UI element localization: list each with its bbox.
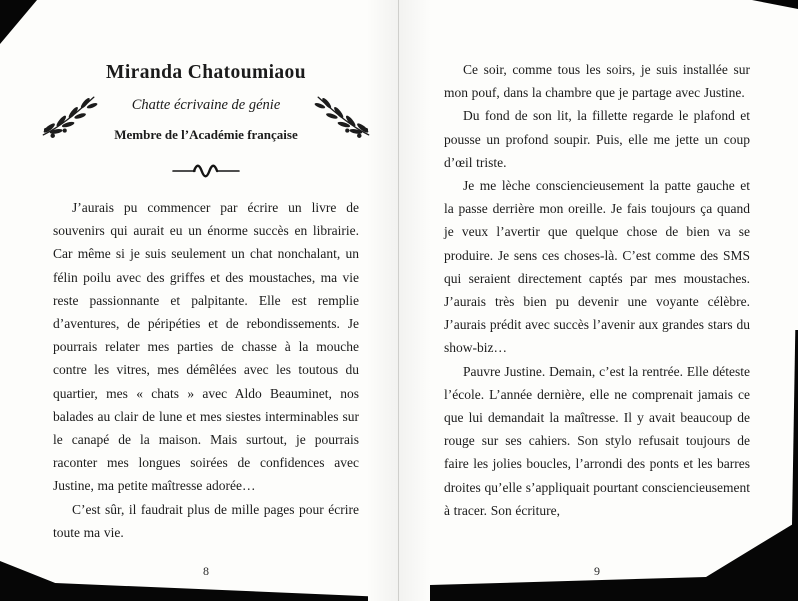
paragraph: Ce soir, comme tous les soirs, je suis installée sur mon pouf, dans la chambre que je partage avec Justine. [444, 62, 750, 101]
chapter-title: Miranda Chatoumiaou [106, 62, 306, 83]
paragraph: Du fond de son lit, la fillette regarde le plafond et pousse un profond soupir. Puis, elle me jette un coup d’œil triste. [444, 108, 750, 170]
page-gutter-divider [398, 0, 399, 601]
paragraph: Pauvre Justine. Demain, c’est la rentrée. Elle déteste l’école. L’année dernière, elle ne comprenait jamais ce que lui demandait la maîtresse. Il y avait beaucoup de rouge sur ses cahiers. Son stylo refusait toujours de faire les jolies boucles, l’arrondi des ponts et les barres droites qu’elle s’appliquait pourtant consciencieusement à tracer. Son écriture, [444, 363, 750, 518]
paragraph: J’aurais pu commencer par écrire un livre de souvenirs qui aurait eu un énorme succès en librairie. Car même si je suis seulement un chat nonchalant, un félin poilu avec des griffes et des moustaches, ma vie reste passionnante et palpitante. Elle est remplie d’aventures, de péripéties et de rebondissements. Je pourrais relater mes parties de chasse à la mouche contre les vitres, mes démêlées avec les toutous du quartier, mes « chats » avec Aldo Beauminet, nos balades au clair de lune et mes siestes interminables sur le canapé de la maison. Mais surtout, je pourrais raconter mes longues soirées de confidences avec Justine, ma petite maîtresse adorée… [53, 200, 359, 494]
page-left [53, 0, 359, 601]
scan-edge-artifact-right [792, 330, 798, 525]
paragraph: Je me lèche consciencieusement la patte gauche et la passe derrière mon oreille. Je fais toujours ça quand je veux l’avertir que quelque chose de bien va se produire. Je sens ces choses-là. C’est comme des SMS qui seraient directement captés par mes moustaches. J’aurais très bien pu devenir une voyante célèbre. J’aurais prédit avec succès l’avenir aux grandes stars du show-biz… [444, 178, 750, 356]
scan-corner-artifact-top-right [752, 0, 798, 9]
chapter-header [53, 62, 359, 179]
page-right [444, 0, 750, 601]
chapter-membership: Membre de l’Académie française [114, 127, 298, 142]
chapter-subtitle: Chatte écrivaine de génie [131, 97, 281, 113]
scan-corner-artifact-top-left [0, 0, 37, 44]
olive-branch-left-icon [39, 88, 99, 144]
page-number-left: 8 [203, 564, 209, 578]
page-number-right: 9 [594, 564, 600, 578]
olive-branch-right-icon [313, 88, 373, 144]
gutter-shadow-right [399, 0, 431, 601]
squiggle-ornament-icon [171, 163, 241, 179]
paragraph: C’est sûr, il faudrait plus de mille pages pour écrire toute ma vie. [53, 501, 359, 540]
left-page-text [53, 196, 359, 544]
right-page-text [444, 58, 750, 522]
